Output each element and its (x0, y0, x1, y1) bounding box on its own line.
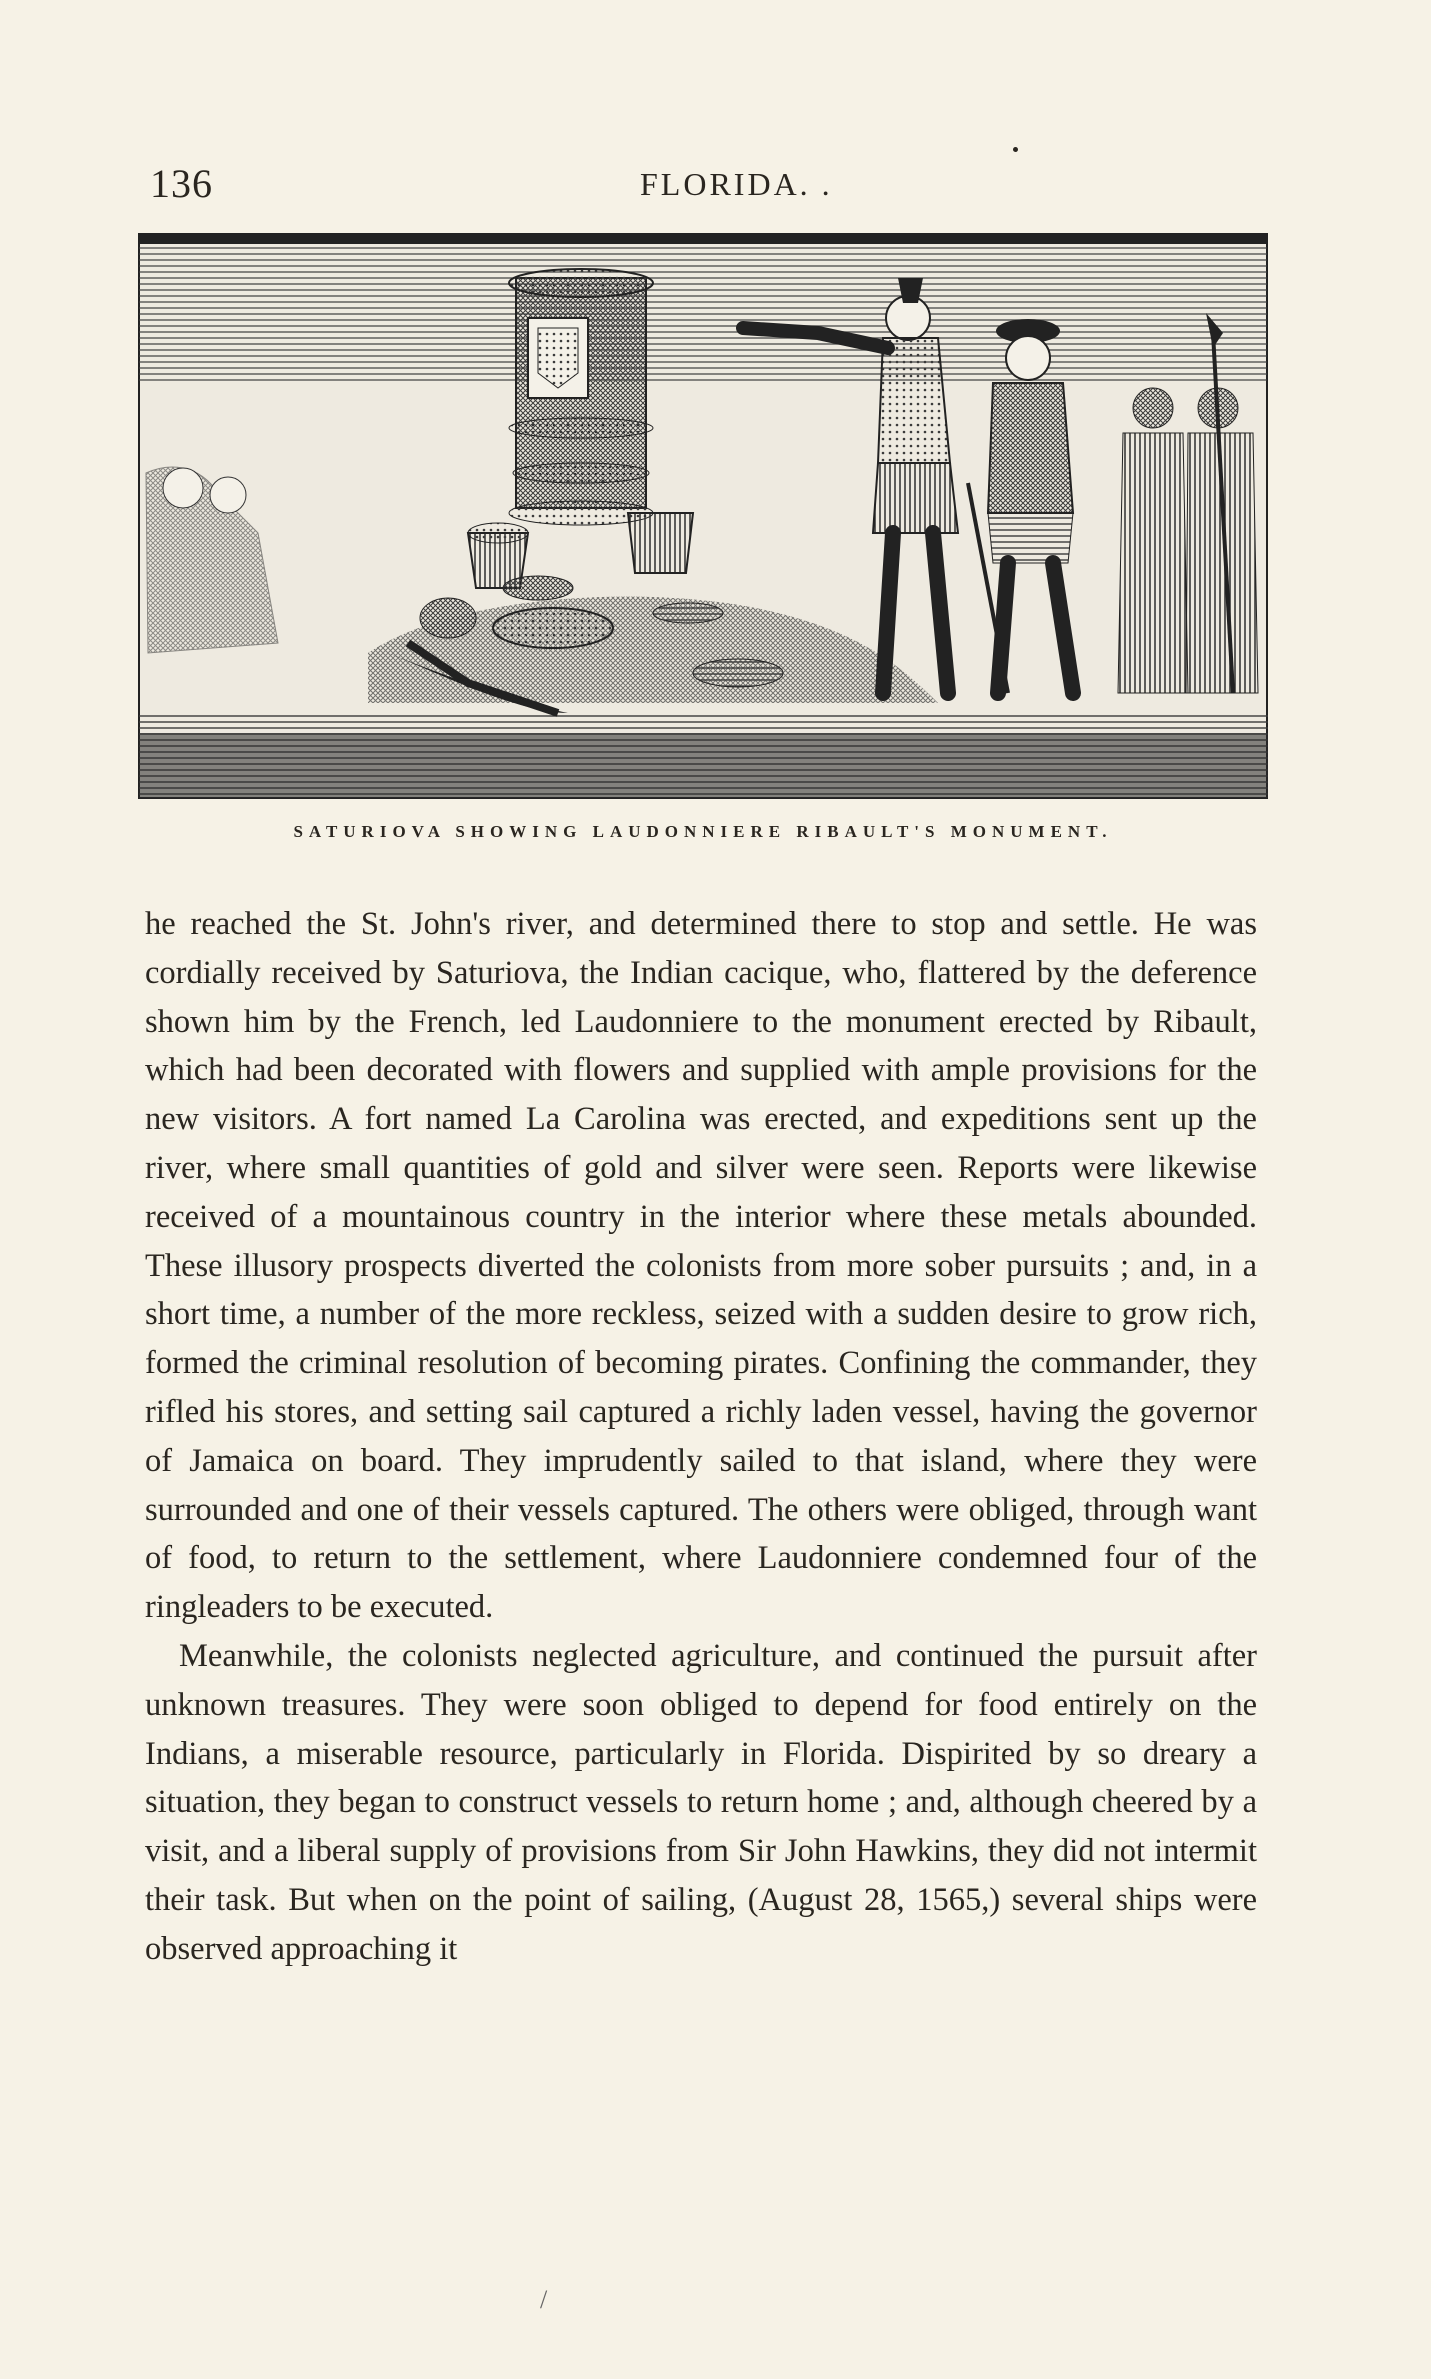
page-header (150, 160, 1260, 210)
figure-caption: SATURIOVA SHOWING LAUDONNIERE RIBAULT'S MONUMENT. (293, 822, 1113, 841)
paragraph-2: Meanwhile, the colonists neglected agriculture, and continued the pursuit after unknown treasures. They were soon obliged to depend for food entirely on the Indians, a miserable resource, particularly in Florida. Dispirited by so dreary a situation, they began to construct vessels to return home ; and, although cheered by a visit, and a liberal supply of provisions from Sir John Hawkins, they did not intermit their task. But when on the point of sailing, (August 28, 1565,) several ships were observed approaching it (145, 1637, 1257, 1967)
body-text (145, 900, 1257, 1974)
ink-speck (1013, 147, 1018, 152)
stray-mark: / (540, 2285, 548, 2314)
running-head: FLORIDA. . (640, 166, 833, 202)
paragraph-1: he reached the St. John's river, and determined there to stop and settle. He was cordially received by Saturiova, the Indian cacique, who, flattered by the deference shown him by the French, led Laudonniere to the monument erected by Ribault, which had been decorated with flowers and supplied with ample provisions for the new visitors. A fort named La Carolina was erected, and expeditions sent up the river, where small quantities of gold and silver were seen. Reports were likewise received of a mountainous country in the interior where these metals abounded. These illusory prospects diverted the colonists from more sober pursuits ; and, in a short time, a number of the more reckless, seized with a sudden desire to grow rich, formed the criminal resolution of becoming pirates. Confining the commander, they rifled his stores, and setting sail captured a richly laden vessel, having the governor of Jamaica on board. They imprudently sailed to that island, where they were surrounded and one of their vessels captured. The others were obliged, through want of food, to return to the settlement, where Laudonniere condemned four of the ringleaders to be executed. (145, 906, 1257, 1626)
engraving-illustration (138, 233, 1268, 799)
page-number: 136 (150, 161, 213, 206)
